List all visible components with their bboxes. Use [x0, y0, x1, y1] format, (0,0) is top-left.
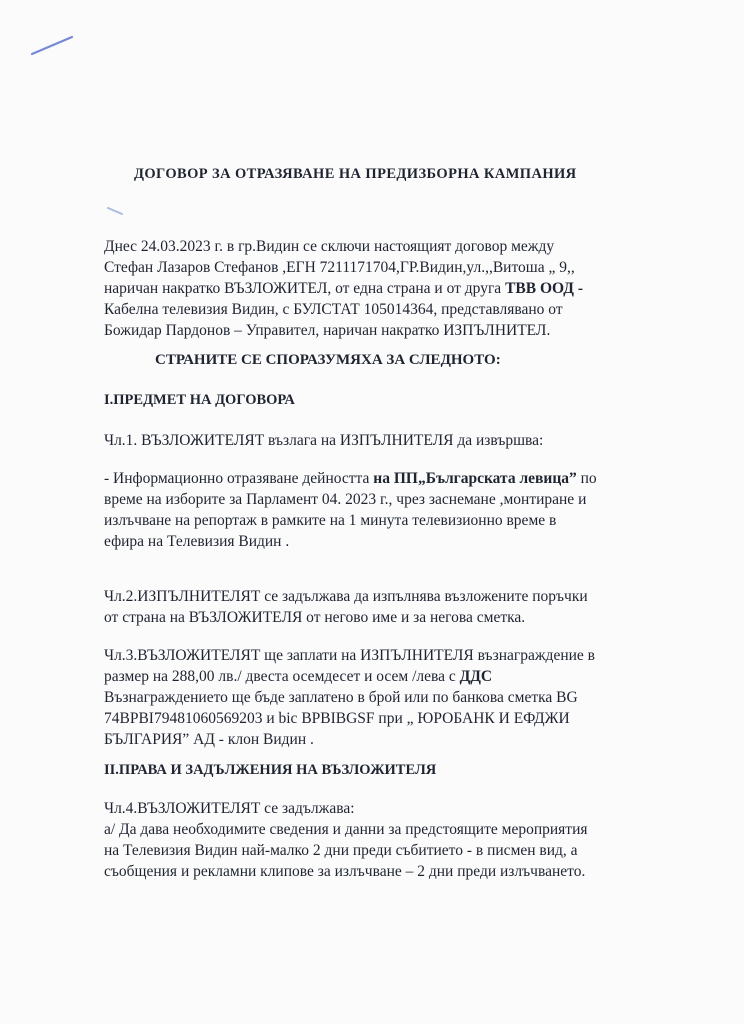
intro-paragraph — [104, 236, 664, 341]
company-name: ТВВ ООД - — [505, 280, 583, 297]
intro-line: Божидар Пардонов – Управител, наричан накратко ИЗПЪЛНИТЕЛ. — [104, 322, 551, 339]
article-line: БЪЛГАРИЯ” АД - клон Видин . — [104, 731, 314, 748]
intro-line: Днес 24.03.2023 г. в гр.Видин се сключи настоящият договор между — [104, 238, 555, 255]
section-1-heading: I.ПРЕДМЕТ НА ДОГОВОРА — [104, 392, 295, 408]
intro-text: наричан накратко ВЪЗЛОЖИТЕЛ, от една страна и от друга — [104, 280, 506, 297]
article-line: Чл.3.ВЪЗЛОЖИТЕЛЯТ ще заплати на ИЗПЪЛНИТЕЛЯ възнаграждение в — [104, 647, 595, 664]
article-line: на Телевизия Видин най-малко 2 дни преди събитието - в писмен вид, а — [104, 842, 578, 859]
article-line — [104, 666, 664, 687]
article-1 — [104, 430, 664, 451]
document-title: ДОГОВОР ЗА ОТРАЗЯВАНЕ НА ПРЕДИЗБОРНА КАМПАНИЯ — [134, 166, 577, 182]
scan-mark — [106, 205, 126, 217]
item-text: - Информационно отразяване дейността — [104, 470, 374, 487]
intro-line — [104, 278, 664, 299]
article-line: Възнаграждението ще бъде заплатено в брой или по банкова сметка BG — [104, 689, 578, 706]
article-line: Чл.4.ВЪЗЛОЖИТЕЛЯТ се задължава: — [104, 800, 355, 817]
vat-label: ДДС — [459, 668, 493, 685]
article-text: размер на 288,00 лв./ двеста осемдесет и осем /лева с — [104, 668, 460, 685]
article-2 — [104, 586, 664, 628]
party-name: на ПП„Българската левица” — [373, 470, 577, 487]
item-text: по — [576, 470, 597, 487]
article-line: Чл.2.ИЗПЪЛНИТЕЛЯТ се задължава да изпълнява възложените поръчки — [104, 588, 588, 605]
article-line: а/ Да дава необходимите сведения и данни за предстоящите мероприятия — [104, 821, 588, 838]
article-line: 74BPBI79481060569203 и bic BPBIBGSF при „ ЮРОБАНК И ЕФДЖИ — [104, 710, 570, 727]
article-line: от страна на ВЪЗЛОЖИТЕЛЯ от негово име и за негова сметка. — [104, 609, 526, 626]
item-line: време на изборите за Парламент 04. 2023 г., чрез заснемане ,монтиране и — [104, 491, 587, 508]
article-3 — [104, 645, 664, 750]
parties-agreed-heading: СТРАНИТЕ СЕ СПОРАЗУМЯХА ЗА СЛЕДНОТО: — [155, 352, 501, 368]
intro-line: Стефан Лазаров Стефанов ,ЕГН 7211171704,ГР.Видин,ул.,,Витоша „ 9,, — [104, 259, 575, 276]
article-line: Чл.1. ВЪЗЛОЖИТЕЛЯТ възлага на ИЗПЪЛНИТЕЛЯ да извършва: — [104, 432, 544, 449]
item-line: ефира на Телевизия Видин . — [104, 533, 290, 550]
article-line: съобщения и рекламни клипове за излъчване – 2 дни преди излъчването. — [104, 863, 586, 880]
item-line: излъчване на репортаж в рамките на 1 минута телевизионно време в — [104, 512, 557, 529]
pen-stroke-mark — [30, 34, 74, 56]
article-1-item — [104, 468, 664, 552]
section-2-heading: II.ПРАВА И ЗАДЪЛЖЕНИЯ НА ВЪЗЛОЖИТЕЛЯ — [104, 762, 437, 778]
article-4 — [104, 798, 664, 882]
item-line — [104, 468, 664, 489]
intro-line: Кабелна телевизия Видин, с БУЛСТАТ 105014364, представлявано от — [104, 301, 563, 318]
